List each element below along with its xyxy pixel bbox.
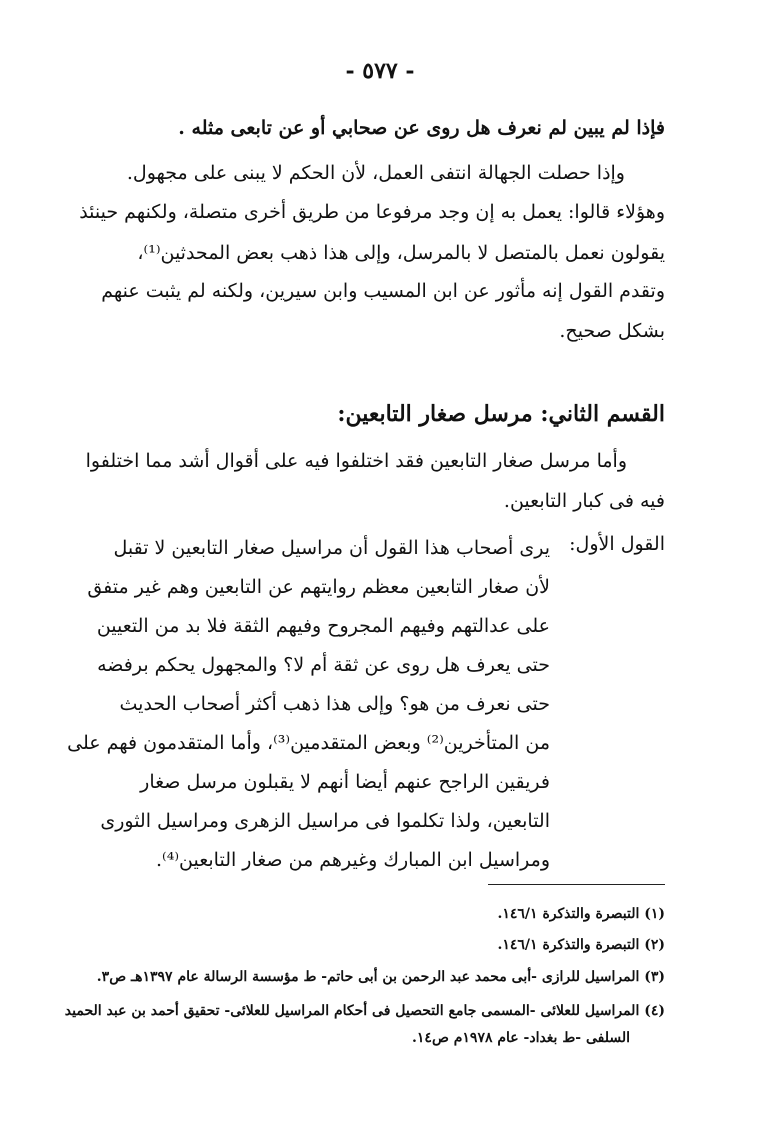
opinion-line: ومراسيل ابن المبارك وغيرهم من صغار التابعين⁽⁴⁾. (156, 849, 550, 871)
text-line: وتقدم القول إنه مأثور عن ابن المسيب وابن سيرين، ولكنه لم يثبت عنهم (101, 280, 665, 302)
page-number: - ٥٧٧ - (345, 58, 415, 84)
footnote: (٤) المراسيل للعلائى -المسمى جامع التحصيل فى أحكام المراسيل للعلائى- تحقيق أحمد بن عبد الحميد (64, 1003, 665, 1019)
opinion-line: على عدالتهم وفيهم المجروح وفيهم الثقة فلا بد من التعيين (96, 615, 550, 637)
opinion-label: القول الأول: (569, 533, 665, 555)
opinion-line: التابعين، ولذا تكلموا فى مراسيل الزهرى ومراسيل الثورى (100, 810, 550, 832)
text-line: فإذا لم يبين لم نعرف هل روى عن صحابي أو عن تابعى مثله . (178, 117, 665, 139)
text-line: يقولون نعمل بالمتصل لا بالمرسل، وإلى هذا ذهب بعض المحدثين⁽¹⁾، (137, 242, 665, 264)
text-line: وهؤلاء قالوا: يعمل به إن وجد مرفوعا من طريق أخرى متصلة، ولكنهم حينئذ (79, 201, 665, 223)
footnote-divider (488, 884, 665, 885)
opinion-line: حتى يعرف هل روى عن ثقة أم لا؟ والمجهول يحكم برفضه (97, 654, 550, 676)
text-line: وإذا حصلت الجهالة انتفى العمل، لأن الحكم لا يبنى على مجهول. (126, 162, 625, 184)
footnote: (٣) المراسيل للرازى -أبى محمد عبد الرحمن بن أبى حاتم- ط مؤسسة الرسالة عام ١٣٩٧هـ ص٣. (96, 969, 665, 985)
opinion-line: لأن صغار التابعين معظم روايتهم عن التابعين وهم غير متفق (87, 576, 550, 598)
footnote: السلفى -ط بغداد- عام ١٩٧٨م ص١٤. (412, 1030, 630, 1046)
text-line: وأما مرسل صغار التابعين فقد اختلفوا فيه على أقوال أشد مما اختلفوا (85, 450, 627, 472)
text-line: بشكل صحيح. (559, 320, 665, 342)
text-line: فيه فى كبار التابعين. (503, 490, 665, 512)
opinion-line: فريقين الراجح عنهم أيضا أنهم لا يقبلون مرسل صغار (140, 771, 550, 793)
opinion-line: حتى نعرف من هو؟ وإلى هذا ذهب أكثر أصحاب الحديث (119, 693, 550, 715)
footnote: (٢) التبصرة والتذكرة ١٤٦/١. (497, 937, 665, 953)
section-heading: القسم الثاني: مرسل صغار التابعين: (337, 401, 665, 427)
footnote: (١) التبصرة والتذكرة ١٤٦/١. (497, 906, 665, 922)
opinion-line: يرى أصحاب هذا القول أن مراسيل صغار التابعين لا تقبل (113, 537, 550, 559)
opinion-line: من المتأخرين⁽²⁾ وبعض المتقدمين⁽³⁾، وأما المتقدمون فهم على (67, 732, 550, 754)
